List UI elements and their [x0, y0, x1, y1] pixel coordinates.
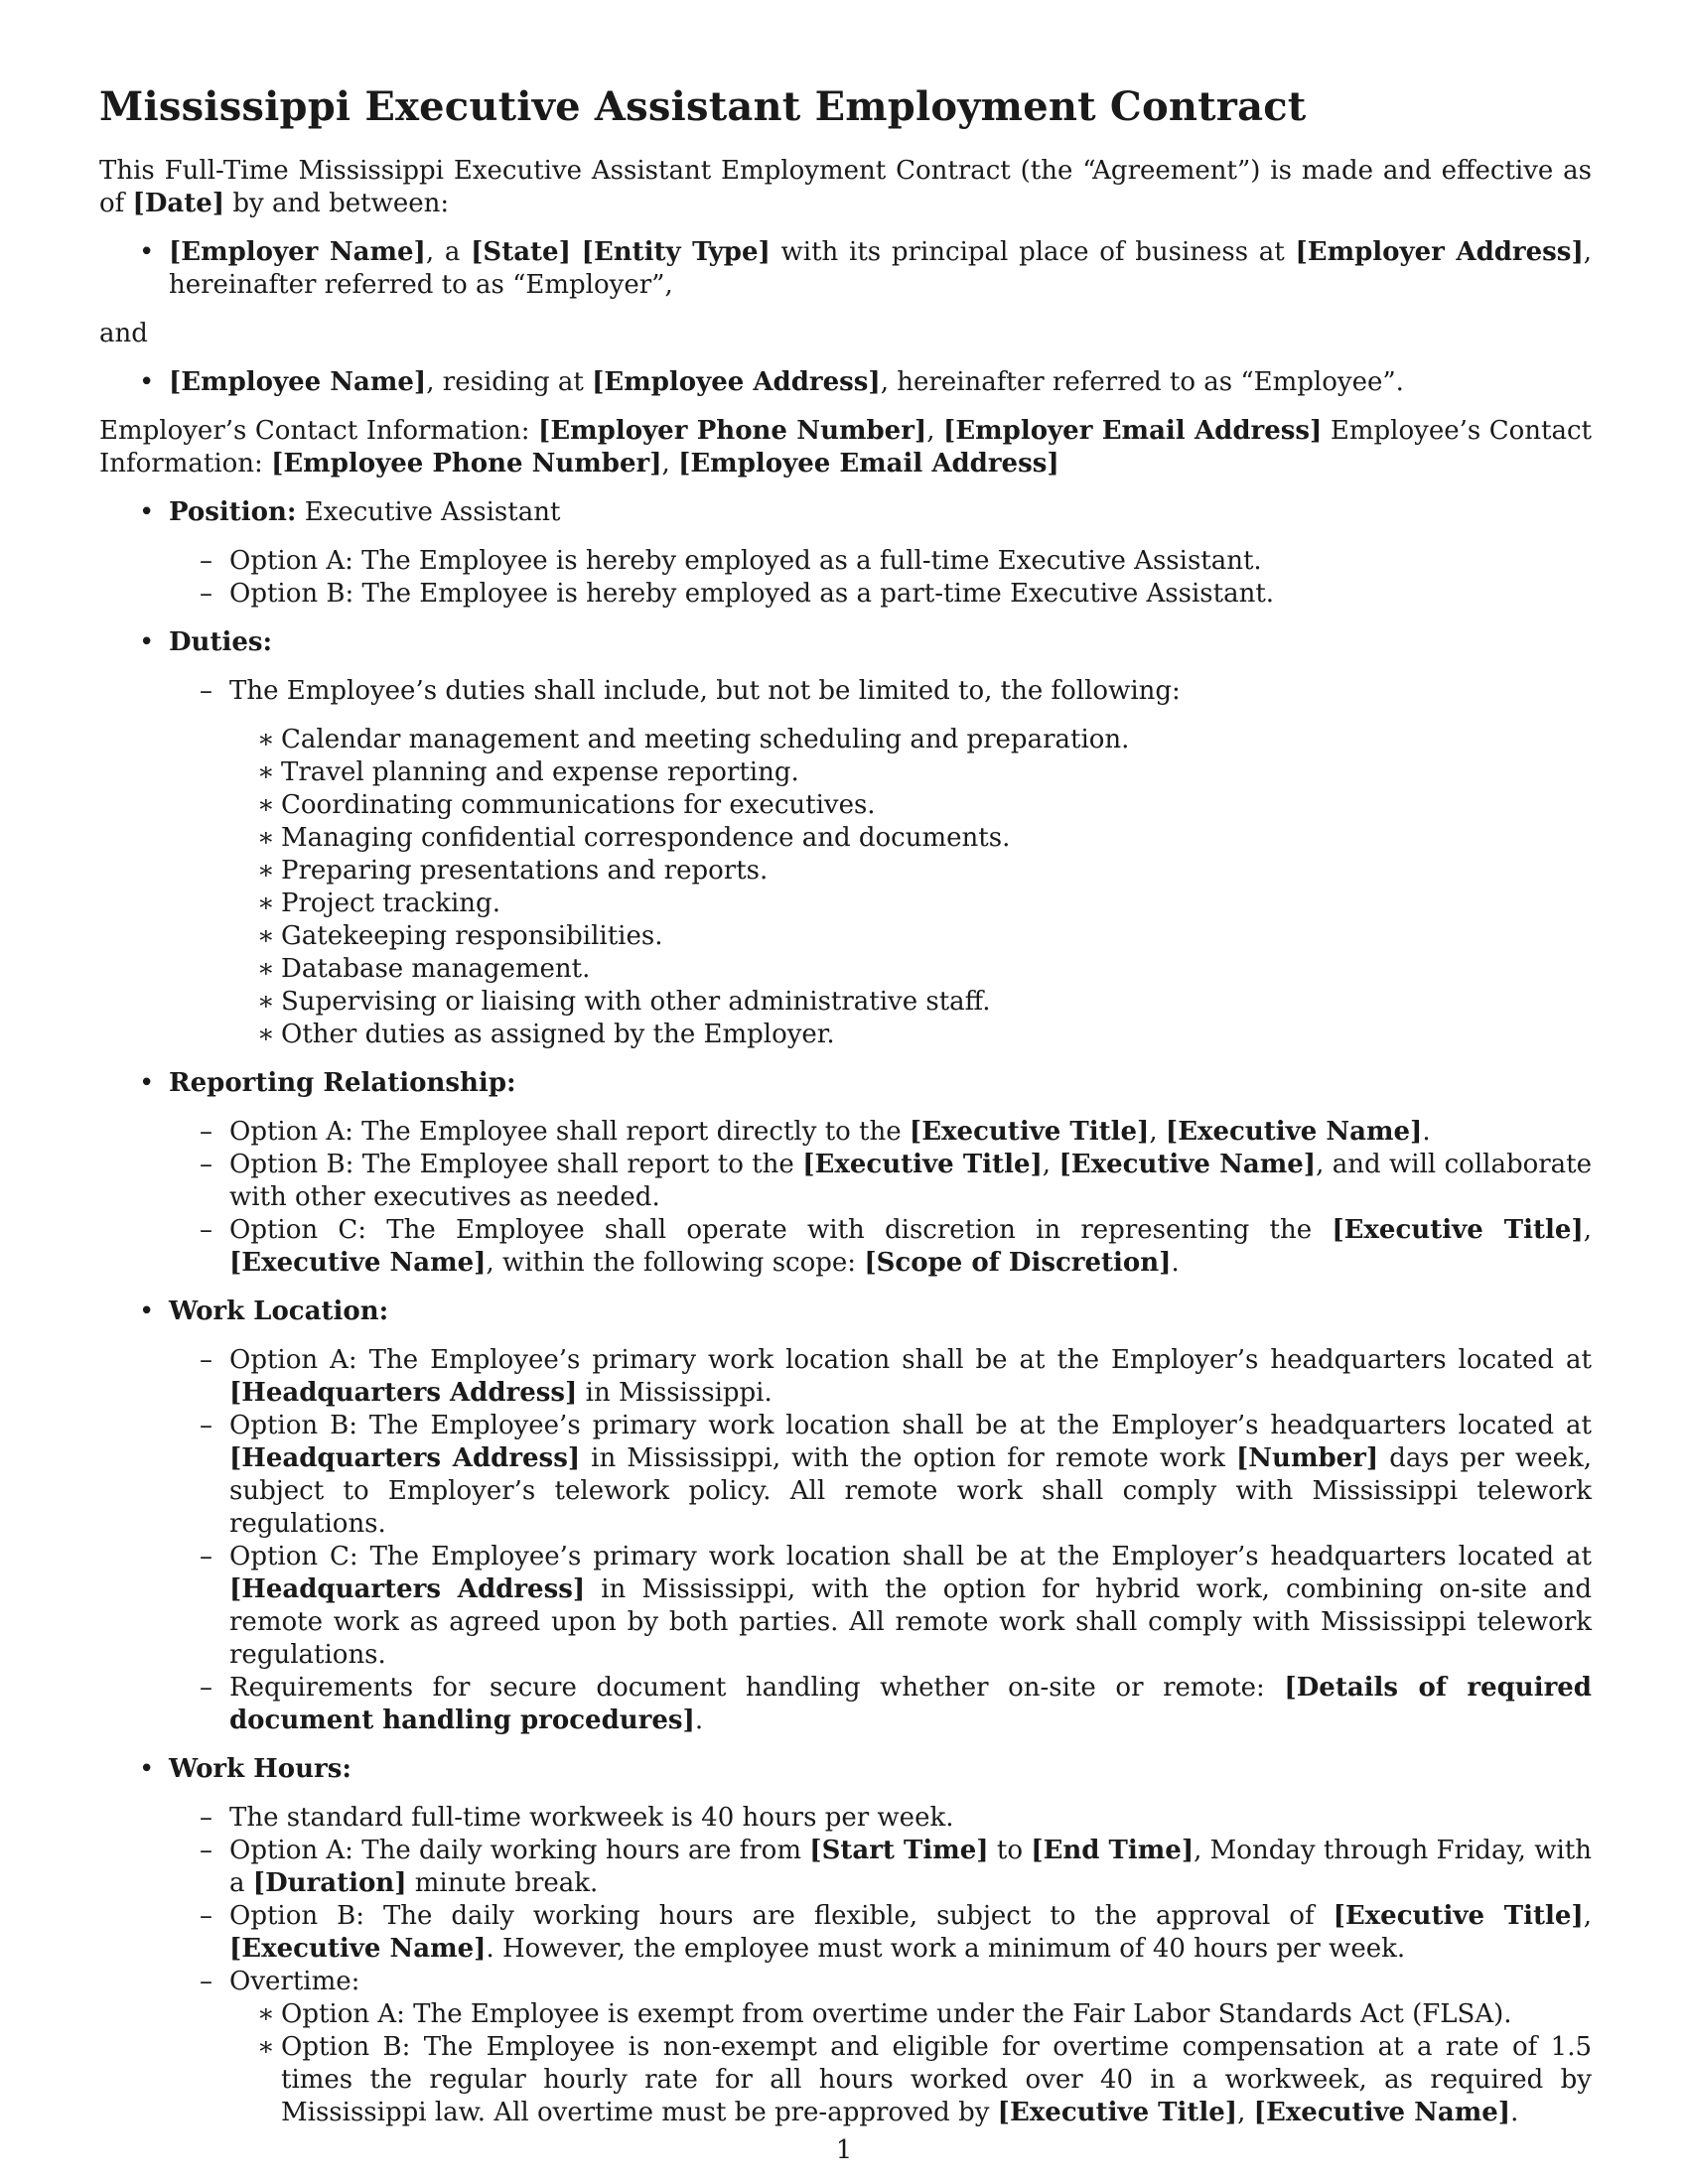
text-fragment: Option A: The Employee’s primary work location shall be at the Employer’s headquarters located at	[229, 1345, 1592, 1375]
list-item: ∗ Gatekeeping responsibilities.	[229, 920, 1592, 953]
executive-title-placeholder: [Executive Title]	[802, 1150, 1043, 1179]
list-item: – The standard full-time workweek is 40 hours per week.	[169, 1802, 1592, 1835]
employer-contact-label: Employer’s Contact Information:	[99, 416, 539, 446]
text-fragment: to	[988, 1836, 1032, 1865]
list-item	[169, 1344, 1592, 1410]
employee-phone-placeholder: [Employee Phone Number]	[271, 449, 662, 478]
list-item	[169, 1541, 1592, 1672]
headquarters-address-placeholder: [Headquarters Address]	[229, 1378, 578, 1408]
text-fragment: .	[1422, 1117, 1431, 1147]
text-fragment: Option C: The Employee shall operate with discretion in representing the	[229, 1215, 1333, 1245]
employer-party	[99, 236, 1592, 302]
employee-email-placeholder: [Employee Email Address]	[678, 449, 1059, 478]
employer-name-placeholder: [Employer Name]	[169, 237, 426, 267]
text-fragment: Option B: The Employee is non-exempt and eligible for overtime compensation at a rate of 1.5 times the regular hourly rate for all hours worked over 40 in a workweek, as required by Mississippi law. All overtime must be pre-approved by	[281, 2032, 1592, 2127]
overtime-label: Overtime:	[229, 1967, 360, 1996]
executive-title-placeholder: [Executive Title]	[1332, 1215, 1584, 1245]
section-heading: Work Hours:	[169, 1754, 352, 1784]
number-placeholder: [Number]	[1235, 1443, 1379, 1473]
list-item	[169, 1410, 1592, 1541]
duties-lead	[169, 675, 1592, 1051]
executive-name-placeholder: [Executive Name]	[229, 1934, 487, 1964]
text-fragment: , Monday through Friday, with a	[229, 1836, 1592, 1898]
entity-type-placeholder: [Entity Type]	[581, 237, 771, 267]
contract-sections	[99, 496, 1592, 2129]
text-fragment: Option A: The daily working hours are from	[229, 1836, 810, 1865]
list-item: ∗ Preparing presentations and reports.	[229, 855, 1592, 887]
position-value: Executive Assistant	[296, 497, 561, 527]
executive-name-placeholder: [Executive Name]	[229, 1248, 487, 1278]
text-fragment: in Mississippi, with the option for hybrid work, combining on-site and remote work as agreed upon by both parties. All remote work shall comply with Mississippi telework regulations.	[229, 1574, 1593, 1670]
list-item	[169, 1900, 1592, 1966]
end-time-placeholder: [End Time]	[1031, 1836, 1195, 1865]
text-fragment: in Mississippi, with the option for remote work	[580, 1443, 1236, 1473]
text-fragment: ,	[1583, 1901, 1592, 1931]
text-fragment: days per week, subject to Employer’s telework policy. All remote work shall comply with Mississippi telework regulations.	[229, 1443, 1592, 1539]
text-fragment: .	[694, 1706, 704, 1735]
employer-party-list	[99, 236, 1592, 302]
list-item: ∗ Database management.	[229, 953, 1592, 986]
list-item: ∗ Managing confidential correspondence and documents.	[229, 822, 1592, 855]
executive-name-placeholder: [Executive Name]	[1253, 2098, 1511, 2127]
list-item: ∗ Other duties as assigned by the Employer.	[229, 1019, 1592, 1051]
document-title: Mississippi Executive Assistant Employment Contract	[99, 83, 1307, 130]
section-duties	[99, 626, 1592, 1051]
section-work-hours	[99, 1753, 1592, 2129]
text-fragment: , within the following scope:	[486, 1248, 865, 1278]
text-fragment: ,	[1042, 1150, 1059, 1179]
section-position	[99, 496, 1592, 611]
employee-party-list	[99, 366, 1592, 399]
text-fragment: , hereinafter referred to as “Employee”.	[880, 367, 1404, 397]
section-reporting	[99, 1067, 1592, 1280]
executive-title-placeholder: [Executive Title]	[909, 1117, 1150, 1147]
position-options	[169, 545, 1592, 611]
list-item: – Option B: The Employee is hereby employed as a part-time Executive Assistant.	[169, 578, 1592, 611]
text-fragment: Option B: The daily working hours are flexible, subject to the approval of	[229, 1901, 1334, 1931]
text-fragment: ,	[1149, 1117, 1166, 1147]
document-handling-placeholder: [Details of required document handling procedures]	[229, 1673, 1592, 1735]
section-heading: Reporting Relationship:	[169, 1068, 516, 1098]
headquarters-address-placeholder: [Headquarters Address]	[229, 1574, 586, 1604]
intro-tail: by and between:	[224, 189, 450, 218]
text-fragment: Option A: The Employee shall report directly to the	[229, 1117, 910, 1147]
text-fragment: ,	[661, 449, 679, 478]
executive-title-placeholder: [Executive Title]	[1333, 1901, 1584, 1931]
employee-name-placeholder: [Employee Name]	[169, 367, 427, 397]
list-item	[229, 2031, 1592, 2129]
list-item: ∗ Travel planning and expense reporting.	[229, 756, 1592, 789]
text-fragment: Option B: The Employee shall report to the	[229, 1150, 803, 1179]
executive-name-placeholder: [Executive Name]	[1058, 1150, 1317, 1179]
text-fragment: .	[1171, 1248, 1180, 1278]
list-item	[169, 1672, 1592, 1737]
overtime-item	[169, 1966, 1592, 2129]
employer-email-placeholder: [Employer Email Address]	[943, 416, 1323, 446]
list-item: – Option A: The Employee is hereby employed as a full-time Executive Assistant.	[169, 545, 1592, 578]
text-fragment	[571, 237, 582, 267]
reporting-options	[169, 1116, 1592, 1280]
text-fragment: ,	[926, 416, 944, 446]
state-placeholder: [State]	[471, 237, 571, 267]
list-item	[169, 1149, 1592, 1214]
list-item	[169, 1214, 1592, 1280]
employee-party	[99, 366, 1592, 399]
location-options	[169, 1344, 1592, 1737]
contact-information	[99, 415, 1592, 480]
text-fragment: Option B: The Employee’s primary work location shall be at the Employer’s headquarters located at	[229, 1411, 1592, 1440]
intro-text: This Full-Time Mississippi Executive Assistant Employment Contract (the “Agreement”) is made and effective as of	[99, 156, 1592, 218]
text-fragment: . However, the employee must work a minimum of 40 hours per week.	[486, 1934, 1406, 1964]
executive-name-placeholder: [Executive Name]	[1165, 1117, 1423, 1147]
text-fragment: ,	[1583, 1215, 1592, 1245]
page-number: 1	[835, 2135, 853, 2165]
section-work-location	[99, 1296, 1592, 1737]
section-heading: Position:	[169, 497, 297, 527]
text-fragment: Requirements for secure document handling whether on-site or remote:	[229, 1673, 1285, 1703]
overtime-options	[229, 1998, 1592, 2129]
text-fragment: Option C: The Employee’s primary work location shall be at the Employer’s headquarters located at	[229, 1542, 1592, 1571]
section-heading: Duties:	[169, 627, 273, 657]
text-fragment: , residing at	[426, 367, 593, 397]
list-item: ∗ Supervising or liaising with other administrative staff.	[229, 986, 1592, 1019]
text-fragment: in Mississippi.	[577, 1378, 773, 1408]
intro-paragraph	[99, 155, 1592, 220]
list-item: ∗ Coordinating communications for executives.	[229, 789, 1592, 822]
list-item: ∗ Calendar management and meeting scheduling and preparation.	[229, 724, 1592, 756]
and-text: and	[99, 319, 148, 348]
text-fragment: minute break.	[406, 1868, 599, 1898]
employer-phone-placeholder: [Employer Phone Number]	[538, 416, 927, 446]
duties-lead-text: The Employee’s duties shall include, but not be limited to, the following:	[229, 676, 1181, 706]
list-item	[169, 1116, 1592, 1149]
employer-address-placeholder: [Employer Address]	[1295, 237, 1584, 267]
text-fragment: with its principal place of business at	[770, 237, 1296, 267]
text-fragment: .	[1510, 2098, 1519, 2127]
document-body	[99, 83, 1592, 2145]
employee-address-placeholder: [Employee Address]	[592, 367, 881, 397]
scope-placeholder: [Scope of Discretion]	[864, 1248, 1172, 1278]
employee-contact-label: Employee’s Contact Information:	[99, 416, 1592, 478]
list-item: ∗ Project tracking.	[229, 887, 1592, 920]
duties-items	[229, 724, 1592, 1051]
text-fragment: , a	[425, 237, 472, 267]
section-heading: Work Location:	[169, 1297, 389, 1326]
executive-title-placeholder: [Executive Title]	[997, 2098, 1238, 2127]
list-item	[169, 1835, 1592, 1900]
hours-options	[169, 1802, 1592, 2129]
text-fragment: ,	[1237, 2098, 1254, 2127]
duties-list	[169, 675, 1592, 1051]
text-fragment: , and will collaborate with other executives as needed.	[229, 1150, 1593, 1212]
date-placeholder: [Date]	[132, 189, 225, 218]
text-fragment: , hereinafter referred to as “Employer”,	[169, 237, 1593, 300]
duration-placeholder: [Duration]	[252, 1868, 407, 1898]
start-time-placeholder: [Start Time]	[809, 1836, 989, 1865]
list-item: ∗ Option A: The Employee is exempt from overtime under the Fair Labor Standards Act (FLSA).	[229, 1998, 1592, 2031]
headquarters-address-placeholder: [Headquarters Address]	[229, 1443, 581, 1473]
